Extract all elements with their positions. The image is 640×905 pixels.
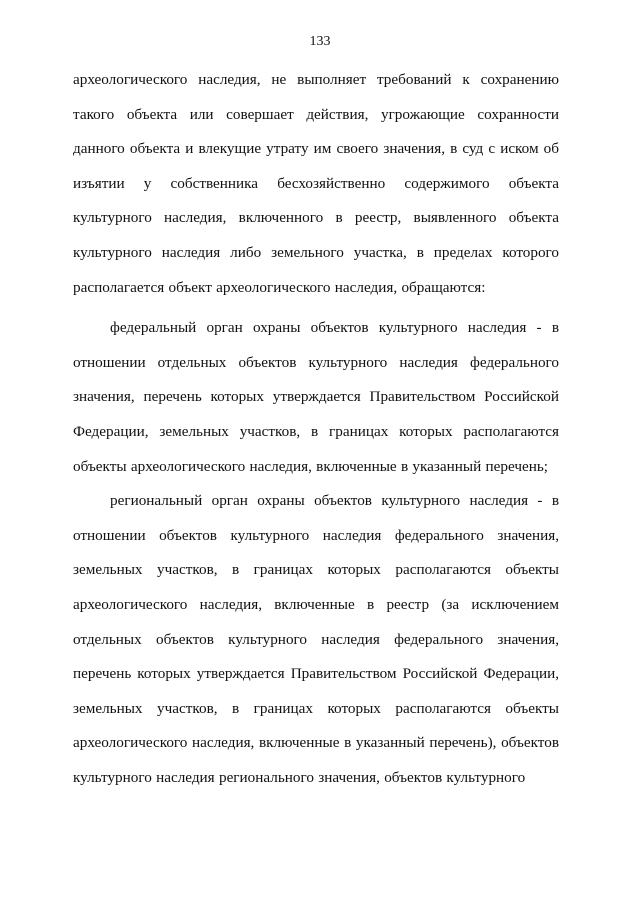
- paragraph-regional-authority: региональный орган охраны объектов культурного наследия - в отношении объектов культурного наследия федерального значения, земельных участков, в границах которых располагаются объекты археологического наследия, включенные в реестр (за исключением отдельных объектов культурного наследия федерального значения, перечень которых утверждается Правительством Российской Федерации, земельных участков, в границах которых располагаются объекты археологического наследия, включенные в указанный перечень), объектов культурного наследия регионального значения, объектов культурного: [73, 492, 559, 786]
- page-number: 133: [309, 34, 331, 49]
- paragraph-continuation: археологического наследия, не выполняет требований к сохранению такого объекта или совершает действия, угрожающие сохранности данного объекта и влекущие утрату им своего значения, в суд с иском об изъятии у собственника бесхозяйственно содержимого объекта культурного наследия, включенного в реестр, выявленного объекта культурного наследия либо земельного участка, в пределах которого располагается объект археологического наследия, обращаются:: [73, 71, 559, 296]
- paragraph-federal-authority: федеральный орган охраны объектов культурного наследия - в отношении отдельных объектов культурного наследия федерального значения, перечень которых утверждается Правительством Российской Федерации, земельных участков, в границах которых располагаются объекты археологического наследия, включенные в указанный перечень;: [73, 319, 559, 475]
- document-body: [73, 63, 559, 795]
